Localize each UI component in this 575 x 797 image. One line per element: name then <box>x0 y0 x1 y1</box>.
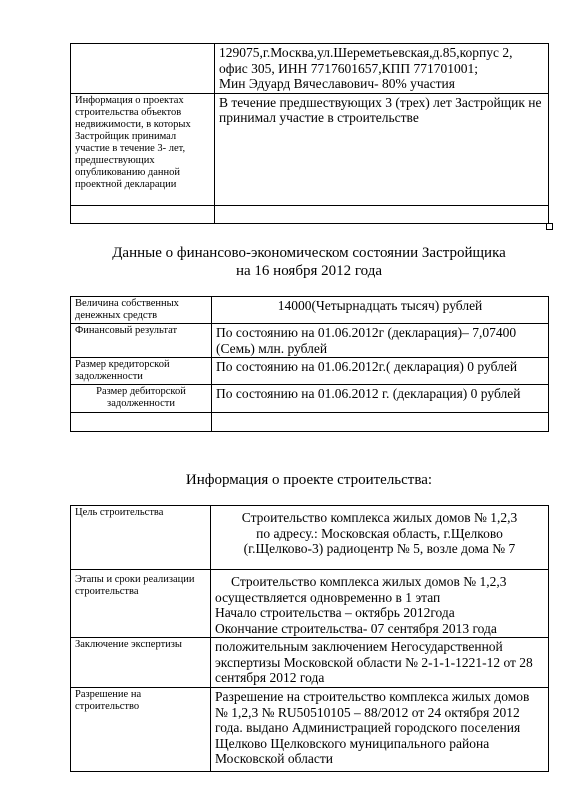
founder-share-line: Мин Эдуард Вячеславович- 80% участия <box>219 76 455 91</box>
permit-label: Разрешение на строительство <box>71 688 211 772</box>
founder-inn-line: офис 305, ИНН 7717601657,КПП 771701001; <box>219 60 478 76</box>
stages-value <box>211 570 549 638</box>
table-row <box>71 44 549 94</box>
founder-info-cell <box>215 44 549 94</box>
project-section-title: Информация о проекте строительства: <box>185 472 433 488</box>
finance-title-line: Данные о финансово-экономическом состоянии Застройщика <box>112 245 506 261</box>
own-funds-label: Величина собственных денежных средств <box>71 297 212 324</box>
payables-label: Размер кредиторской задолженности <box>71 358 212 385</box>
financial-result-label: Финансовый результат <box>71 324 212 358</box>
table-row <box>71 506 549 570</box>
table-row <box>71 93 549 205</box>
expertise-label: Заключение экспертизы <box>71 638 211 688</box>
table-row <box>71 324 549 358</box>
stages-label: Этапы и сроки реализации строительства <box>71 570 211 638</box>
payables-value: По состоянию на 01.06.2012г.( декларация) 0 рублей <box>212 358 549 385</box>
table-row <box>71 570 549 638</box>
goal-line: (г.Щелково-3) радиоцентр № 5, возле дома № 7 <box>243 541 516 556</box>
own-funds-value: 14000(Четырнадцать тысяч) рублей <box>212 297 549 324</box>
construction-goal-label: Цель строительства <box>71 506 211 570</box>
financial-result-value: По состоянию на 01.06.2012г (декларация)– 7,07400 (Семь) млн. рублей <box>212 324 549 358</box>
project-table <box>70 505 549 772</box>
table-row <box>71 385 549 413</box>
table-resize-handle <box>546 223 553 230</box>
developer-info-table <box>70 43 549 224</box>
table-row <box>71 413 549 432</box>
table-row <box>71 205 549 223</box>
expertise-value: положительным заключением Негосударственной экспертизы Московской области № 2-1-1-1221-12 от 28 сентября 2012 года <box>211 638 549 688</box>
table-cell-label <box>71 413 212 432</box>
table-row <box>71 358 549 385</box>
finance-table <box>70 296 549 432</box>
stages-line: Окончание строительства- 07 сентября 2013 года <box>215 620 497 636</box>
permit-value: Разрешение на строительство комплекса жилых домов № 1,2,3 № RU50510105 – 88/2012 от 24 октября 2012 года. выдано Администрацией городского поселения Щелково Щелковского муниципального района Московской области <box>211 688 549 772</box>
founder-address-line: 129075,г.Москва,ул.Шереметьевская,д.85,корпус 2, <box>219 45 513 60</box>
previous-projects-value: В течение предшествующих 3 (трех) лет Застройщик не принимал участие в строительстве <box>215 93 549 205</box>
previous-projects-label: Информация о проектах строительства объектов недвижимости, в которых Застройщик принимал участие в течение 3- лет, предшествующих опубликованию данной проектной декларации <box>71 93 215 205</box>
stages-line: Начало строительства – октябрь 2012года <box>215 605 455 620</box>
table-row <box>71 297 549 324</box>
construction-goal-value <box>211 506 549 570</box>
receivables-value: По состоянию на 01.06.2012 г. (декларация) 0 рублей <box>212 385 549 413</box>
table-row <box>71 688 549 772</box>
finance-date-line: на 16 ноября 2012 года <box>236 263 382 279</box>
stages-line: осуществляется одновременно в 1 этап <box>215 589 441 605</box>
table-cell-value <box>215 205 549 223</box>
finance-section-title <box>70 244 548 280</box>
table-cell-value <box>212 413 549 432</box>
table-cell-label <box>71 205 215 223</box>
table-row <box>71 638 549 688</box>
receivables-label: Размер дебиторской задолженности <box>71 385 212 413</box>
stages-line: Строительство комплекса жилых домов № 1,2,3 <box>231 574 507 589</box>
goal-line: Строительство комплекса жилых домов № 1,2,3 <box>241 510 518 525</box>
table-cell-label <box>71 44 215 94</box>
goal-line: по адресу.: Московская область, г.Щелково <box>256 525 503 541</box>
